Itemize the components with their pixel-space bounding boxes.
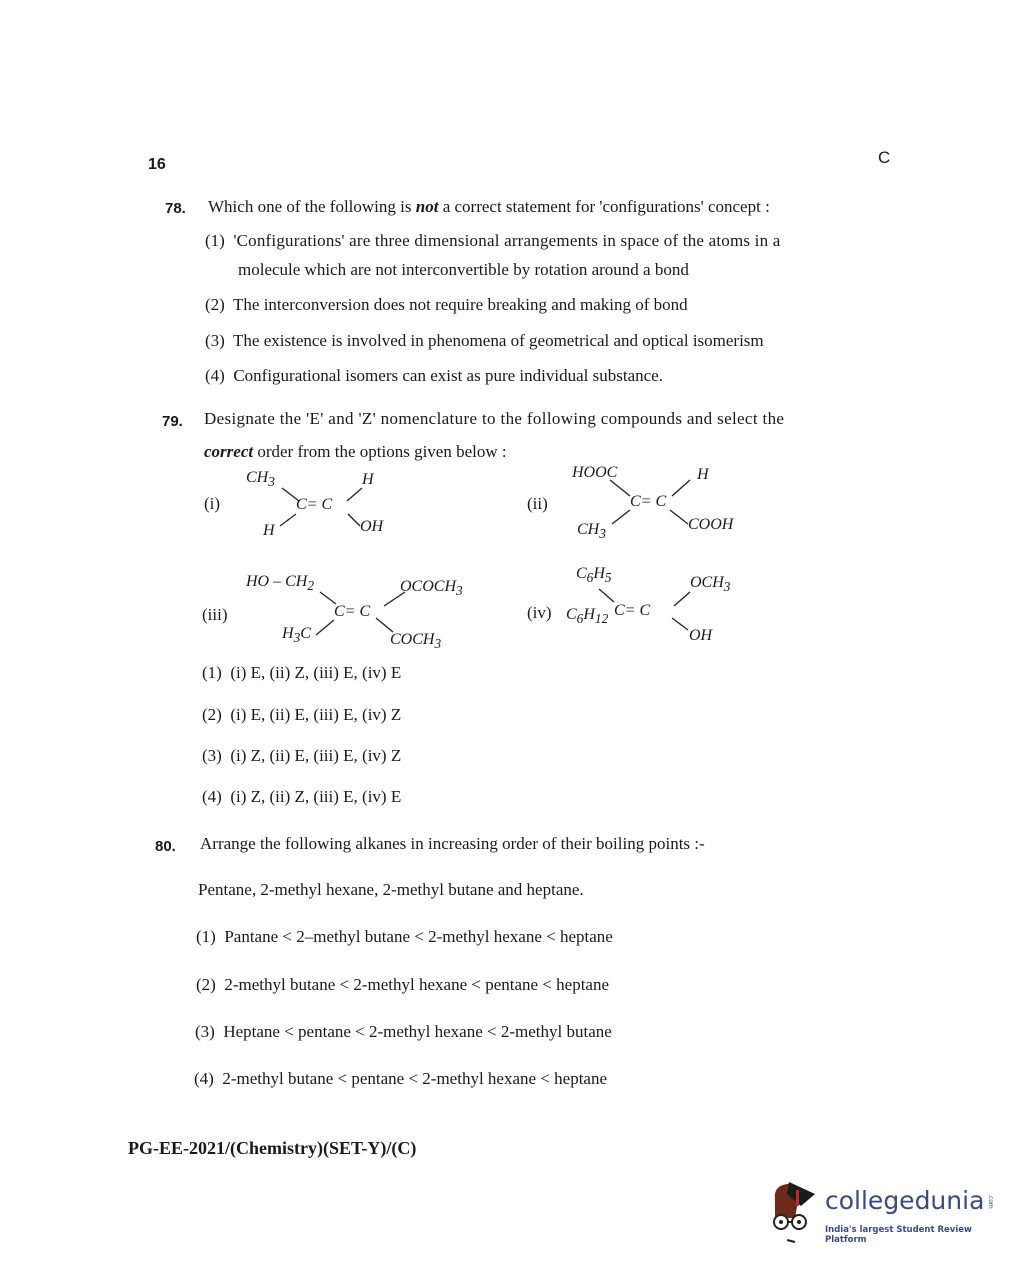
compound-ii-bottom-right: COOH xyxy=(688,516,734,533)
q78-option-2: (2) The interconversion does not require breaking and making of bond xyxy=(205,295,688,314)
paper-code-footer: PG-EE-2021/(Chemistry)(SET-Y)/(C) xyxy=(128,1138,417,1158)
q80-text-2: Pentane, 2-methyl hexane, 2-methyl butane and heptane. xyxy=(198,880,584,899)
compound-i-bottom-left: H xyxy=(263,522,275,539)
compound-iii-bottom-left: $H_3C$ xyxy=(282,625,311,646)
q79-option-1: (1) (i) E, (ii) Z, (iii) E, (iv) E xyxy=(202,663,402,682)
compound-iii-bottom-right: $COCH_3$ xyxy=(390,631,442,652)
compound-iii-top-left: HO – $CH_2$ xyxy=(246,573,315,594)
q79-option-2: (2) (i) E, (ii) E, (iii) E, (iv) Z xyxy=(202,705,402,724)
compound-i-top-right: H xyxy=(362,471,374,488)
q78-option-1-cont: molecule which are not interconvertible by rotation around a bond xyxy=(238,260,689,279)
compound-i-top-left: $CH_3$ xyxy=(246,469,275,490)
compound-ii-label: (ii) xyxy=(527,494,548,513)
q78-option-4: (4) Configurational isomers can exist as pure individual substance. xyxy=(205,366,663,385)
compound-iii-double-bond: C= C xyxy=(334,603,371,620)
logo-tagline: India's largest Student Review Platform xyxy=(825,1225,972,1245)
page-number: 16 xyxy=(148,156,166,173)
q79-text-2: correct order from the options given below : xyxy=(204,442,507,461)
q80-text: Arrange the following alkanes in increasing order of their boiling points :- xyxy=(200,834,705,853)
compound-i-bottom-right: OH xyxy=(360,518,384,535)
compound-ii-top-left: HOOC xyxy=(572,464,618,481)
q78-option-3: (3) The existence is involved in phenomena of geometrical and optical isomerism xyxy=(205,331,764,350)
logo-wordmark: collegedunia xyxy=(825,1186,985,1215)
set-code: C xyxy=(878,148,891,167)
q78-text: Which one of the following is not a correct statement for 'configurations' concept : xyxy=(208,197,770,216)
q78-option-1: (1) 'Configurations' are three dimensional arrangements in space of the atoms in a xyxy=(205,231,781,250)
mascot-icon xyxy=(765,1178,825,1248)
q79-number: 79. xyxy=(162,413,183,430)
compound-ii-double-bond: C= C xyxy=(630,493,667,510)
compound-iv-bottom-right: OH xyxy=(689,627,713,644)
q80-option-3: (3) Heptane < pentane < 2-methyl hexane < 2-methyl butane xyxy=(195,1022,612,1041)
logo-suffix: .com xyxy=(987,1194,994,1209)
compound-i-double-bond: C= C xyxy=(296,496,333,513)
compound-iv-top-right: $OCH_3$ xyxy=(690,574,731,595)
compound-iv-label: (iv) xyxy=(527,603,552,622)
q80-number: 80. xyxy=(155,838,176,855)
compound-iv-top-left: $C_6H_5$ xyxy=(576,565,612,586)
q79-text: Designate the 'E' and 'Z' nomenclature to the following compounds and select the xyxy=(204,409,785,428)
compound-ii-bottom-left: $CH_3$ xyxy=(577,521,606,542)
collegedunia-logo xyxy=(765,1178,995,1248)
q79-option-3: (3) (i) Z, (ii) E, (iii) E, (iv) Z xyxy=(202,746,402,765)
compound-iv-bottom-left: $C_6H_{12}$ xyxy=(566,606,609,627)
q79-option-4: (4) (i) Z, (ii) Z, (iii) E, (iv) E xyxy=(202,787,402,806)
q78-number: 78. xyxy=(165,200,186,217)
compound-iv-double-bond: C= C xyxy=(614,602,651,619)
compound-iii-label: (iii) xyxy=(202,605,228,624)
q80-option-4: (4) 2-methyl butane < pentane < 2-methyl hexane < heptane xyxy=(194,1069,608,1088)
q80-option-2: (2) 2-methyl butane < 2-methyl hexane < pentane < heptane xyxy=(196,975,610,994)
q80-option-1: (1) Pantane < 2–methyl butane < 2-methyl hexane < heptane xyxy=(196,927,613,946)
compound-iii-top-right: $OCOCH_3$ xyxy=(400,578,463,599)
compound-ii-top-right: H xyxy=(697,466,709,483)
compound-i-label: (i) xyxy=(204,494,221,513)
